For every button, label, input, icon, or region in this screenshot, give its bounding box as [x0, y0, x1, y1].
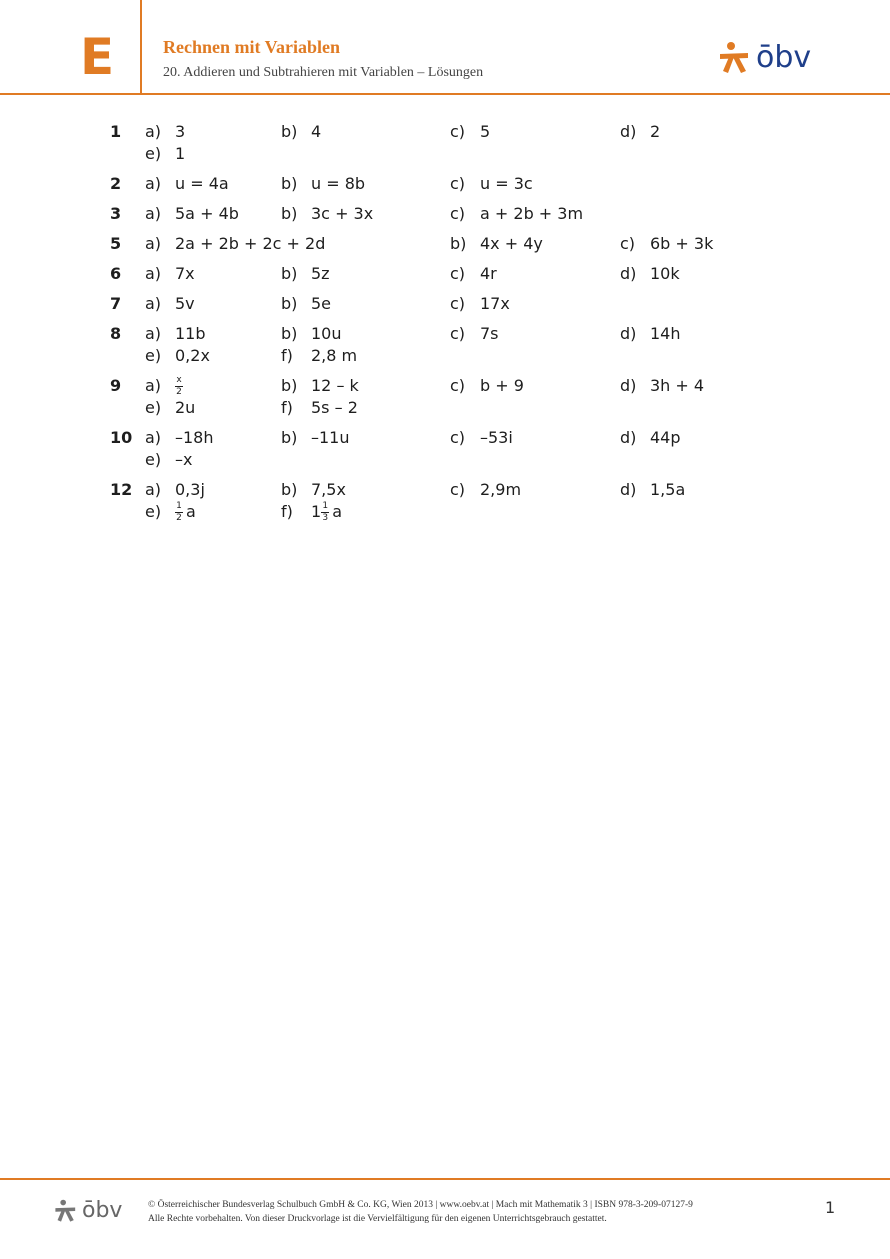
answer-item: [145, 480, 205, 499]
solution-line: [0, 502, 890, 524]
exercise-number: 10: [110, 428, 133, 447]
answer-value: 0,3j: [175, 480, 205, 499]
exercise-number: 6: [110, 264, 122, 283]
answer-label: c): [450, 204, 466, 223]
answer-item: [620, 264, 680, 283]
answer-value: 5a + 4b: [175, 204, 239, 223]
exercise-number: 9: [110, 376, 122, 395]
answer-label: d): [620, 264, 637, 283]
answer-label: b): [281, 204, 298, 223]
answer-item: [620, 122, 660, 141]
solution-line: [0, 480, 890, 502]
answer-item: [620, 324, 681, 343]
answer-value: 44p: [650, 428, 681, 447]
header-divider-vertical: [140, 0, 142, 94]
solution-line: [0, 428, 890, 450]
answer-item: [450, 376, 524, 395]
answer-label: b): [281, 480, 298, 499]
answer-label: c): [450, 174, 466, 193]
star-person-icon: [718, 41, 752, 75]
answer-value: 0,2x: [175, 346, 210, 365]
solution-line: [0, 294, 890, 316]
copyright-line-1: © Österreichischer Bundesverlag Schulbuch GmbH & Co. KG, Wien 2013 | www.oebv.at | Mach mit Mathematik 3 | ISBN 978-3-209-07127-9: [148, 1200, 693, 1210]
exercise-number: 5: [110, 234, 122, 253]
solution-line: [0, 376, 890, 398]
answer-item: [145, 264, 195, 283]
answer-value: 10k: [650, 264, 680, 283]
footer-logo: [54, 1198, 122, 1223]
solution-line: [0, 144, 890, 166]
answer-value: 2u: [175, 398, 196, 417]
answer-label: f): [281, 398, 293, 417]
answer-item: [281, 324, 342, 343]
answer-value: a: [332, 502, 342, 521]
solution-row: [0, 480, 890, 524]
answer-label: c): [450, 122, 466, 141]
answer-item: [145, 376, 186, 397]
solution-line: [0, 174, 890, 196]
answer-label: d): [620, 376, 637, 395]
answer-item: [145, 204, 239, 223]
solution-line: [0, 234, 890, 256]
page-subtitle: 20. Addieren und Subtrahieren mit Variablen – Lösungen: [163, 65, 484, 80]
exercise-number: 8: [110, 324, 122, 343]
solution-row: [0, 264, 890, 286]
answer-value: u = 4a: [175, 174, 229, 193]
solution-row: [0, 428, 890, 472]
answer-value: a: [186, 502, 196, 521]
answer-label: d): [620, 324, 637, 343]
answer-value: –11u: [311, 428, 350, 447]
answer-value: 2a + 2b + 2c + 2d: [175, 234, 326, 253]
answer-label: e): [145, 144, 162, 163]
answer-label: e): [145, 502, 162, 521]
answer-label: f): [281, 502, 293, 521]
answer-label: b): [281, 122, 298, 141]
answer-item: [281, 398, 358, 417]
answer-label: a): [145, 324, 162, 343]
solutions-list: [0, 122, 890, 524]
logo-text: ōbv: [756, 40, 812, 75]
answer-value: 5v: [175, 294, 195, 313]
answer-label: b): [281, 174, 298, 193]
answer-label: c): [450, 480, 466, 499]
exercise-number: 2: [110, 174, 122, 193]
answer-label: c): [450, 324, 466, 343]
answer-value: 7s: [480, 324, 499, 343]
fraction-denominator: 2: [176, 513, 182, 523]
answer-item: [281, 346, 357, 365]
answer-label: e): [145, 398, 162, 417]
answer-label: a): [145, 174, 162, 193]
answer-value: b + 9: [480, 376, 524, 395]
answer-item: [450, 122, 490, 141]
answer-value: 5s – 2: [311, 398, 358, 417]
answer-label: a): [145, 294, 162, 313]
answer-item: [450, 294, 510, 313]
answer-label: c): [620, 234, 636, 253]
answer-value: 7x: [175, 264, 195, 283]
fraction-numerator: x: [176, 375, 182, 385]
answer-label: a): [145, 204, 162, 223]
solution-row: [0, 204, 890, 226]
answer-value: 17x: [480, 294, 510, 313]
answer-label: c): [450, 376, 466, 395]
answer-item: [281, 428, 350, 447]
answer-label: a): [145, 480, 162, 499]
answer-label: c): [450, 428, 466, 447]
answer-item: [145, 144, 185, 163]
answer-item: [145, 174, 229, 193]
solution-line: [0, 264, 890, 286]
answer-label: b): [281, 428, 298, 447]
answer-item: [450, 324, 499, 343]
solution-row: [0, 376, 890, 420]
answer-value: 6b + 3k: [650, 234, 714, 253]
fraction: [321, 502, 329, 523]
answer-item: [145, 346, 210, 365]
answer-value: u = 3c: [480, 174, 533, 193]
solution-line: [0, 324, 890, 346]
fraction-numerator: 1: [176, 501, 182, 511]
exercise-number: 1: [110, 122, 122, 141]
answer-value: 1,5a: [650, 480, 686, 499]
answer-item: [450, 204, 583, 223]
answer-label: b): [281, 376, 298, 395]
answer-value: –x: [175, 450, 193, 469]
answer-item: [281, 174, 365, 193]
answer-label: c): [450, 294, 466, 313]
answer-value: 4r: [480, 264, 497, 283]
answer-item: [145, 294, 195, 313]
copyright-line-2: Alle Rechte vorbehalten. Von dieser Druckvorlage ist die Vervielfältigung für den eigenen Unterrichtsgebrauch gestattet.: [148, 1214, 607, 1224]
page-title: Rechnen mit Variablen: [163, 37, 341, 57]
solution-row: [0, 174, 890, 196]
answer-label: a): [145, 234, 162, 253]
solution-line: [0, 122, 890, 144]
footer-divider: [0, 1178, 890, 1180]
footer-logo-text: ōbv: [82, 1198, 123, 1223]
answer-item: [450, 480, 521, 499]
answer-label: c): [450, 264, 466, 283]
answer-item: [145, 398, 195, 417]
fraction-numerator: 1: [322, 501, 329, 511]
fraction: [175, 376, 183, 397]
solution-row: [0, 122, 890, 166]
answer-item: [281, 294, 331, 313]
answer-item: [145, 122, 185, 141]
answer-value: a + 2b + 3m: [480, 204, 584, 223]
answer-item: [281, 264, 330, 283]
fraction: [175, 502, 183, 523]
answer-value: 11b: [175, 324, 206, 343]
exercise-number: 12: [110, 480, 133, 499]
answer-item: [620, 376, 704, 395]
answer-item: [145, 450, 192, 469]
answer-label: e): [145, 450, 162, 469]
answer-item: [450, 264, 497, 283]
solution-line: [0, 204, 890, 226]
answer-value: 5: [480, 122, 491, 141]
answer-value: 5z: [311, 264, 330, 283]
answer-label: b): [450, 234, 467, 253]
answer-value: 2,8 m: [311, 346, 358, 365]
answer-value: 3h + 4: [650, 376, 705, 395]
answer-value: 12 – k: [311, 376, 359, 395]
solution-line: [0, 398, 890, 420]
publisher-logo: [718, 40, 811, 75]
copyright-notice: [148, 1198, 693, 1226]
answer-item: [145, 502, 196, 523]
answer-value: 1: [175, 144, 186, 163]
answer-label: b): [281, 324, 298, 343]
answer-item: [450, 174, 533, 193]
answer-label: a): [145, 264, 162, 283]
answer-label: a): [145, 122, 162, 141]
solution-line: [0, 450, 890, 472]
answer-item: [281, 376, 359, 395]
answer-item: [620, 234, 713, 253]
answer-label: d): [620, 122, 637, 141]
answer-value: 10u: [311, 324, 342, 343]
answer-item: [281, 480, 346, 499]
answer-value: 2: [650, 122, 661, 141]
answer-item: [145, 428, 214, 447]
answer-label: e): [145, 346, 162, 365]
answer-item: [145, 324, 206, 343]
solution-line: [0, 346, 890, 368]
fraction-denominator: 2: [176, 387, 182, 397]
star-person-icon: [54, 1199, 78, 1223]
answer-value: 14h: [650, 324, 681, 343]
answer-value: 5e: [311, 294, 332, 313]
answer-label: d): [620, 480, 637, 499]
page-number: 1: [825, 1198, 836, 1217]
solution-row: [0, 294, 890, 316]
answer-item: [145, 234, 325, 253]
answer-value: –18h: [175, 428, 214, 447]
answer-item: [281, 122, 321, 141]
answer-value: 7,5x: [311, 480, 346, 499]
answer-value: 3: [175, 122, 186, 141]
answer-item: [281, 204, 373, 223]
exercise-number: 3: [110, 204, 122, 223]
answer-label: a): [145, 376, 162, 395]
answer-value: 2,9m: [480, 480, 522, 499]
answer-label: d): [620, 428, 637, 447]
solution-row: [0, 234, 890, 256]
answer-label: b): [281, 264, 298, 283]
answer-item: [620, 428, 681, 447]
answer-value: 4x + 4y: [480, 234, 543, 253]
answer-prefix: 1: [311, 502, 322, 521]
answer-label: f): [281, 346, 293, 365]
fraction-denominator: 3: [322, 513, 329, 523]
answer-item: [450, 234, 543, 253]
answer-value: u = 8b: [311, 174, 366, 193]
answer-value: –53i: [480, 428, 513, 447]
chapter-letter: E: [80, 28, 115, 86]
answer-label: b): [281, 294, 298, 313]
answer-label: a): [145, 428, 162, 447]
answer-item: [620, 480, 685, 499]
solution-row: [0, 324, 890, 368]
header-divider: [0, 93, 890, 95]
answer-value: 3c + 3x: [311, 204, 374, 223]
answer-item: [281, 502, 342, 523]
answer-item: [450, 428, 513, 447]
exercise-number: 7: [110, 294, 122, 313]
answer-value: 4: [311, 122, 322, 141]
